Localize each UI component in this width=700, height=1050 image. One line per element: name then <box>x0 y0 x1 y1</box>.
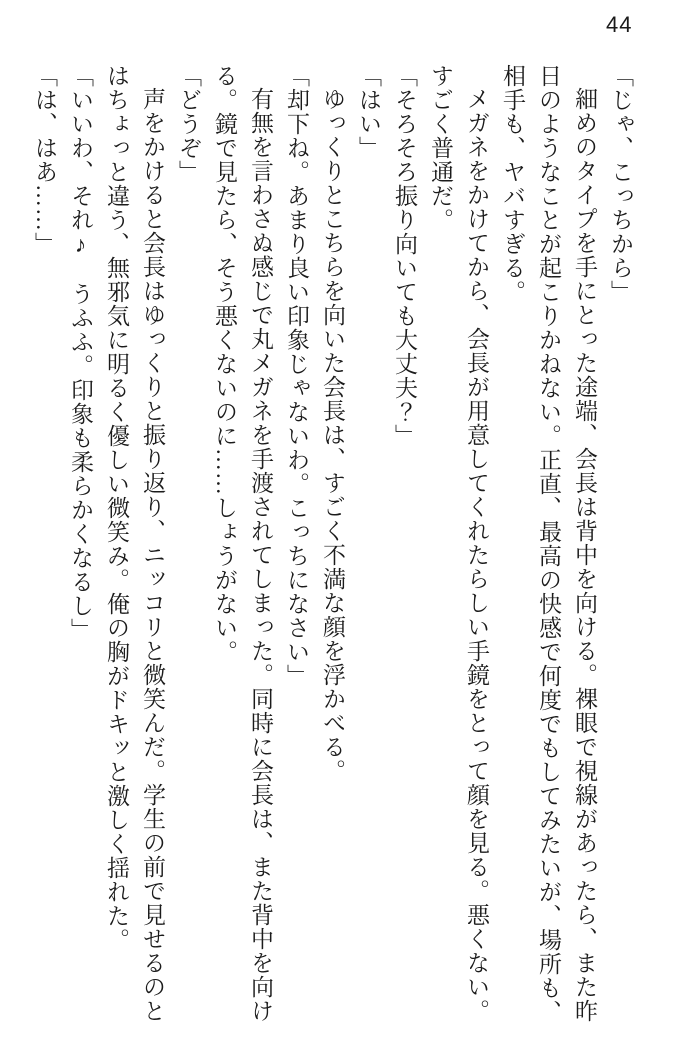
dialogue-line: 「そろそろ振り向いても大丈夫？」 <box>392 64 417 448</box>
narration-paragraph: 声をかけると会長はゆっくりと振り返り、ニッコリと微笑んだ。学生の前で見せるのとはちょっと違う、無邪気に明るく優しい微笑み。俺の胸がドキッと激しく揺れた。 <box>104 64 165 1023</box>
dialogue-line: 「は、はあ……」 <box>32 64 57 256</box>
narration-paragraph: 細めのタイプを手にとった途端、会長は背中を向ける。裸眼で視線があったら、また昨日のようなことが起こりかねない。正直、最高の快感で何度でもしてみたいが、場所も、相手も、ヤバすぎる。 <box>500 64 597 1024</box>
narration-paragraph: ゆっくりとこちらを向いた会長は、すごく不満な顔を浮かべる。 <box>320 87 345 783</box>
dialogue-line: 「じゃ、こっちから」 <box>608 64 633 304</box>
dialogue-line: 「どうぞ」 <box>176 64 201 184</box>
page-number: 44 <box>606 12 633 37</box>
narration-paragraph: 有無を言わさぬ感じで丸メガネを手渡されてしまった。同時に会長は、また背中を向ける。鏡で見たら、そう悪くないのに……しょうがない。 <box>212 64 273 1023</box>
text-area <box>22 64 638 1034</box>
dialogue-line: 「却下ね。あまり良い印象じゃないわ。こっちになさい」 <box>284 64 309 688</box>
narration-paragraph: メガネをかけてから、会長が用意してくれたらしい手鏡をとって顔を見る。悪くない。すごく普通だ。 <box>428 64 489 1023</box>
dialogue-line: 「はい」 <box>356 64 381 160</box>
dialogue-line: 「いいわ、それ♪ うふふ。印象も柔らかくなるし」 <box>68 64 93 642</box>
